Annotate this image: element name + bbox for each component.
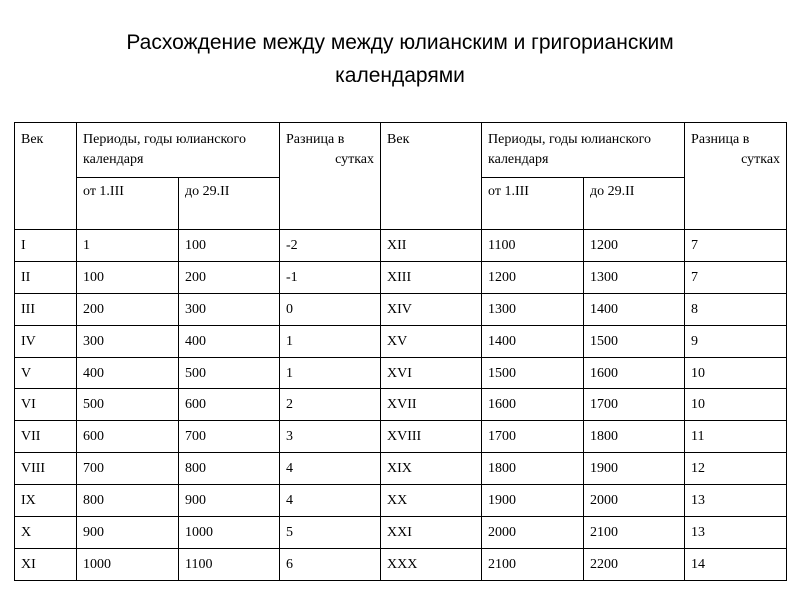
difference-header	[280, 123, 381, 230]
century-cell-2: XXI	[381, 517, 482, 549]
difference-cell-2: 10	[685, 389, 787, 421]
from-year-cell-2: 1300	[482, 293, 584, 325]
difference-cell-2: 13	[685, 517, 787, 549]
table-row	[15, 357, 787, 389]
to-year-cell: 400	[179, 325, 280, 357]
century-cell: IV	[15, 325, 77, 357]
to-year-cell: 1000	[179, 517, 280, 549]
century-cell: VI	[15, 389, 77, 421]
to-year-cell-2: 1500	[584, 325, 685, 357]
from-year-cell-2: 1900	[482, 485, 584, 517]
to-year-cell-2: 1400	[584, 293, 685, 325]
difference-cell: 5	[280, 517, 381, 549]
difference-cell: -1	[280, 261, 381, 293]
century-cell: X	[15, 517, 77, 549]
difference-cell: -2	[280, 230, 381, 262]
title-line-1: Расхождение между между юлианским и григорианским	[126, 31, 674, 54]
table-body	[15, 230, 787, 581]
difference-header-2-line-2: сутках	[741, 152, 781, 167]
century-cell: III	[15, 293, 77, 325]
century-cell-2: XII	[381, 230, 482, 262]
difference-cell-2: 13	[685, 485, 787, 517]
from-year-cell-2: 1200	[482, 261, 584, 293]
century-header-2: Век	[381, 123, 482, 230]
from-year-cell-2: 1500	[482, 357, 584, 389]
to-year-cell-2: 1800	[584, 421, 685, 453]
difference-cell-2: 9	[685, 325, 787, 357]
difference-cell: 2	[280, 389, 381, 421]
from-header-2: от 1.III	[482, 178, 584, 230]
difference-header-line-1: Разница в	[286, 132, 345, 147]
from-year-cell: 300	[77, 325, 179, 357]
from-year-cell-2: 1800	[482, 453, 584, 485]
table-row	[15, 421, 787, 453]
difference-cell-2: 14	[685, 548, 787, 580]
century-cell: II	[15, 261, 77, 293]
table-row	[15, 261, 787, 293]
difference-cell-2: 7	[685, 261, 787, 293]
from-year-cell: 700	[77, 453, 179, 485]
from-year-cell: 800	[77, 485, 179, 517]
from-year-cell: 600	[77, 421, 179, 453]
from-year-cell: 900	[77, 517, 179, 549]
to-year-cell: 1100	[179, 548, 280, 580]
difference-cell: 3	[280, 421, 381, 453]
table-row	[15, 453, 787, 485]
century-cell-2: XVI	[381, 357, 482, 389]
from-year-cell: 400	[77, 357, 179, 389]
page-title	[0, 26, 800, 92]
century-cell-2: XX	[381, 485, 482, 517]
to-year-cell-2: 1200	[584, 230, 685, 262]
from-header: от 1.III	[77, 178, 179, 230]
to-year-cell: 700	[179, 421, 280, 453]
table-row	[15, 548, 787, 580]
to-header-2: до 29.II	[584, 178, 685, 230]
difference-cell-2: 11	[685, 421, 787, 453]
century-cell-2: XIX	[381, 453, 482, 485]
calendar-difference-table	[14, 122, 787, 581]
difference-cell-2: 10	[685, 357, 787, 389]
table-row	[15, 293, 787, 325]
from-year-cell: 500	[77, 389, 179, 421]
century-cell: IX	[15, 485, 77, 517]
title-line-2: календарями	[335, 64, 465, 87]
difference-cell: 1	[280, 357, 381, 389]
difference-cell: 4	[280, 453, 381, 485]
century-cell: XI	[15, 548, 77, 580]
to-year-cell-2: 2000	[584, 485, 685, 517]
from-year-cell-2: 2000	[482, 517, 584, 549]
to-year-cell: 100	[179, 230, 280, 262]
difference-header-line-2: сутках	[335, 152, 375, 167]
from-year-cell-2: 1100	[482, 230, 584, 262]
table-row	[15, 517, 787, 549]
to-year-cell-2: 2200	[584, 548, 685, 580]
century-cell: VIII	[15, 453, 77, 485]
difference-cell-2: 8	[685, 293, 787, 325]
to-year-cell: 800	[179, 453, 280, 485]
from-year-cell: 100	[77, 261, 179, 293]
century-cell-2: XIV	[381, 293, 482, 325]
table-row	[15, 389, 787, 421]
periods-header: Периоды, годы юлианского календаря	[77, 123, 280, 178]
to-year-cell-2: 1300	[584, 261, 685, 293]
difference-cell: 1	[280, 325, 381, 357]
table-header	[15, 123, 787, 230]
from-year-cell: 200	[77, 293, 179, 325]
from-year-cell-2: 1600	[482, 389, 584, 421]
century-header: Век	[15, 123, 77, 230]
table-row	[15, 230, 787, 262]
to-year-cell-2: 2100	[584, 517, 685, 549]
difference-header-2-line-1: Разница в	[691, 132, 750, 147]
to-header: до 29.II	[179, 178, 280, 230]
difference-cell-2: 12	[685, 453, 787, 485]
century-cell: VII	[15, 421, 77, 453]
to-year-cell-2: 1900	[584, 453, 685, 485]
century-cell: V	[15, 357, 77, 389]
from-year-cell-2: 1700	[482, 421, 584, 453]
difference-cell: 0	[280, 293, 381, 325]
from-year-cell-2: 2100	[482, 548, 584, 580]
table-row	[15, 485, 787, 517]
to-year-cell: 500	[179, 357, 280, 389]
to-year-cell-2: 1700	[584, 389, 685, 421]
century-cell-2: XVIII	[381, 421, 482, 453]
century-cell-2: XV	[381, 325, 482, 357]
difference-cell: 6	[280, 548, 381, 580]
century-cell-2: XIII	[381, 261, 482, 293]
to-year-cell: 200	[179, 261, 280, 293]
periods-header-2: Периоды, годы юлианского календаря	[482, 123, 685, 178]
century-cell-2: XXX	[381, 548, 482, 580]
century-cell-2: XVII	[381, 389, 482, 421]
difference-cell-2: 7	[685, 230, 787, 262]
to-year-cell: 300	[179, 293, 280, 325]
to-year-cell-2: 1600	[584, 357, 685, 389]
from-year-cell: 1000	[77, 548, 179, 580]
from-year-cell-2: 1400	[482, 325, 584, 357]
from-year-cell: 1	[77, 230, 179, 262]
to-year-cell: 900	[179, 485, 280, 517]
difference-cell: 4	[280, 485, 381, 517]
difference-header-2	[685, 123, 787, 230]
century-cell: I	[15, 230, 77, 262]
table-row	[15, 325, 787, 357]
to-year-cell: 600	[179, 389, 280, 421]
